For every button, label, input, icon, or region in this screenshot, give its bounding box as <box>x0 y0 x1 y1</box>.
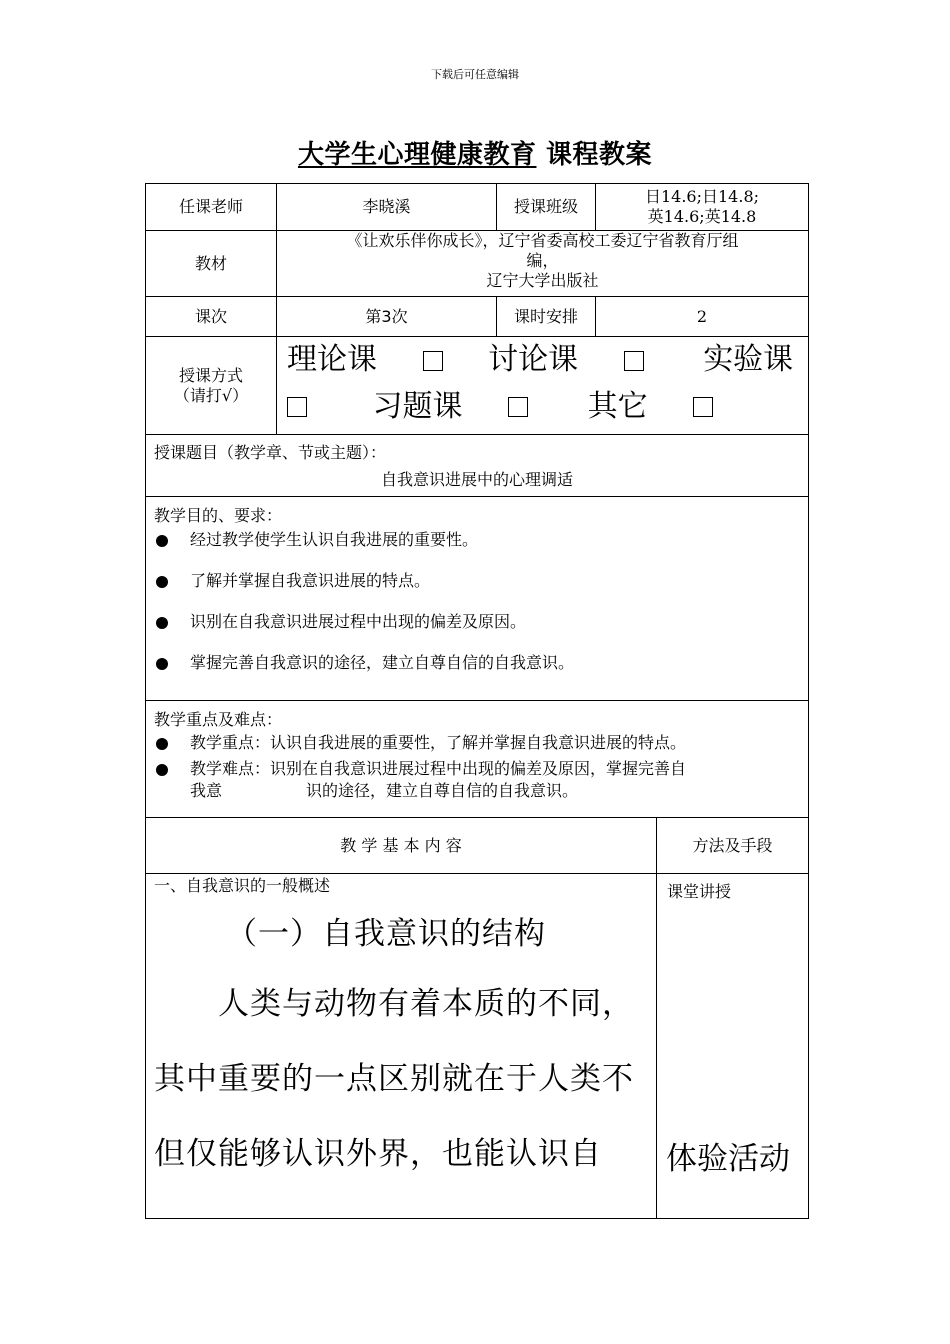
keypoints-label: 教学重点及难点： <box>154 710 283 729</box>
keypoint-item <box>146 733 808 753</box>
difficulty-line2-b: 识的途径，建立自尊自信的自我意识。 <box>306 781 579 800</box>
method-body <box>657 874 809 1219</box>
mode-option-other: 其它 <box>587 388 648 424</box>
mode-option-discussion: 讨论课 <box>488 342 579 377</box>
other-checkbox[interactable] <box>693 397 713 417</box>
keypoint-difficulty: 教学难点：识别在自我意识进展过程中出现的偏差及原因，掌握完善自 <box>190 759 687 778</box>
class-label: 授课班级 <box>497 184 596 231</box>
objectives-label: 教学目的、要求： <box>154 506 283 525</box>
class-value <box>596 184 809 231</box>
bullet-icon <box>156 738 168 750</box>
header-note: 下载后可任意编辑 <box>431 68 519 81</box>
bullet-icon <box>156 617 168 629</box>
method-header: 方法及手段 <box>657 818 809 874</box>
mode-label-line-2: （请打√） <box>173 385 249 405</box>
textbook-line-2: 编， <box>526 251 559 270</box>
keypoint-difficulty-continuation <box>146 781 808 801</box>
teacher-value: 李晓溪 <box>277 184 497 231</box>
title-main: 大学生心理健康教育 <box>297 140 537 170</box>
keypoint-item <box>146 759 808 779</box>
session-value: 第3次 <box>277 297 497 337</box>
exercise-checkbox[interactable] <box>508 397 528 417</box>
teacher-label: 任课老师 <box>146 184 277 231</box>
difficulty-line2-a: 我意 <box>190 781 223 800</box>
objectives-cell <box>146 497 809 701</box>
objective-item <box>146 612 808 632</box>
mode-option-experiment: 实验课 <box>703 342 794 377</box>
objective-text: 掌握完善自我意识的途径，建立自尊自信的自我意识。 <box>190 653 575 672</box>
topic-cell <box>146 435 809 497</box>
hours-value: 2 <box>596 297 809 337</box>
content-header: 教 学 基 本 内 容 <box>146 818 657 874</box>
mode-label-line-1: 授课方式 <box>178 365 243 385</box>
mode-options-line-2 <box>277 384 808 431</box>
bullet-icon <box>156 535 168 547</box>
mode-option-theory: 理论课 <box>287 342 377 377</box>
textbook-label: 教材 <box>146 231 277 297</box>
bullet-icon <box>156 658 168 670</box>
class-line-1: 日14.6;日14.8; <box>644 187 760 206</box>
bullet-icon <box>156 764 168 776</box>
mode-label <box>146 337 277 435</box>
paragraph-line-3: 但仅能够认识外界，也能认识自 <box>154 1136 602 1172</box>
objective-text: 了解并掌握自我意识进展的特点。 <box>190 571 431 590</box>
title-suffix: 课程教案 <box>546 140 653 170</box>
paragraph-line-1: 人类与动物有着本质的不同， <box>218 986 634 1022</box>
textbook-line-1: 《让欢乐伴你成长》，辽宁省委高校工委辽宁省教育厅组 <box>346 231 739 250</box>
class-line-2: 英14.6;英14.8 <box>647 207 757 226</box>
content-body <box>146 874 657 1219</box>
objective-text: 经过教学使学生认识自我进展的重要性。 <box>190 530 479 549</box>
mode-option-exercise: 习题课 <box>372 388 463 424</box>
method-lecture: 课堂讲授 <box>667 882 732 901</box>
paragraph-line-2: 其中重要的一点区别就在于人类不 <box>154 1061 634 1097</box>
method-activity: 体验活动 <box>666 1141 790 1177</box>
objective-item <box>146 530 808 550</box>
mode-options-line-1 <box>277 337 808 384</box>
hours-label: 课时安排 <box>497 297 596 337</box>
theory-checkbox[interactable] <box>423 351 443 371</box>
textbook-line-3: 辽宁大学出版社 <box>486 271 599 290</box>
section-heading: 一、自我意识的一般概述 <box>154 876 331 895</box>
bullet-icon <box>156 576 168 588</box>
lesson-plan-table <box>145 183 809 1219</box>
experiment-checkbox[interactable] <box>287 397 307 417</box>
keypoints-cell <box>146 701 809 818</box>
document-title <box>0 134 950 171</box>
textbook-value <box>277 231 809 297</box>
subheading: （一）自我意识的结构 <box>226 916 546 952</box>
objective-text: 识别在自我意识进展过程中出现的偏差及原因。 <box>190 612 527 631</box>
topic-value: 自我意识进展中的心理调适 <box>381 470 574 489</box>
keypoint-focus: 教学重点：认识自我进展的重要性，了解并掌握自我意识进展的特点。 <box>190 733 687 752</box>
session-label: 课次 <box>146 297 277 337</box>
objective-item <box>146 571 808 591</box>
objective-item <box>146 653 808 673</box>
mode-options <box>277 337 809 435</box>
discussion-checkbox[interactable] <box>624 351 644 371</box>
topic-label: 授课题目（教学章、节或主题）： <box>154 443 387 462</box>
